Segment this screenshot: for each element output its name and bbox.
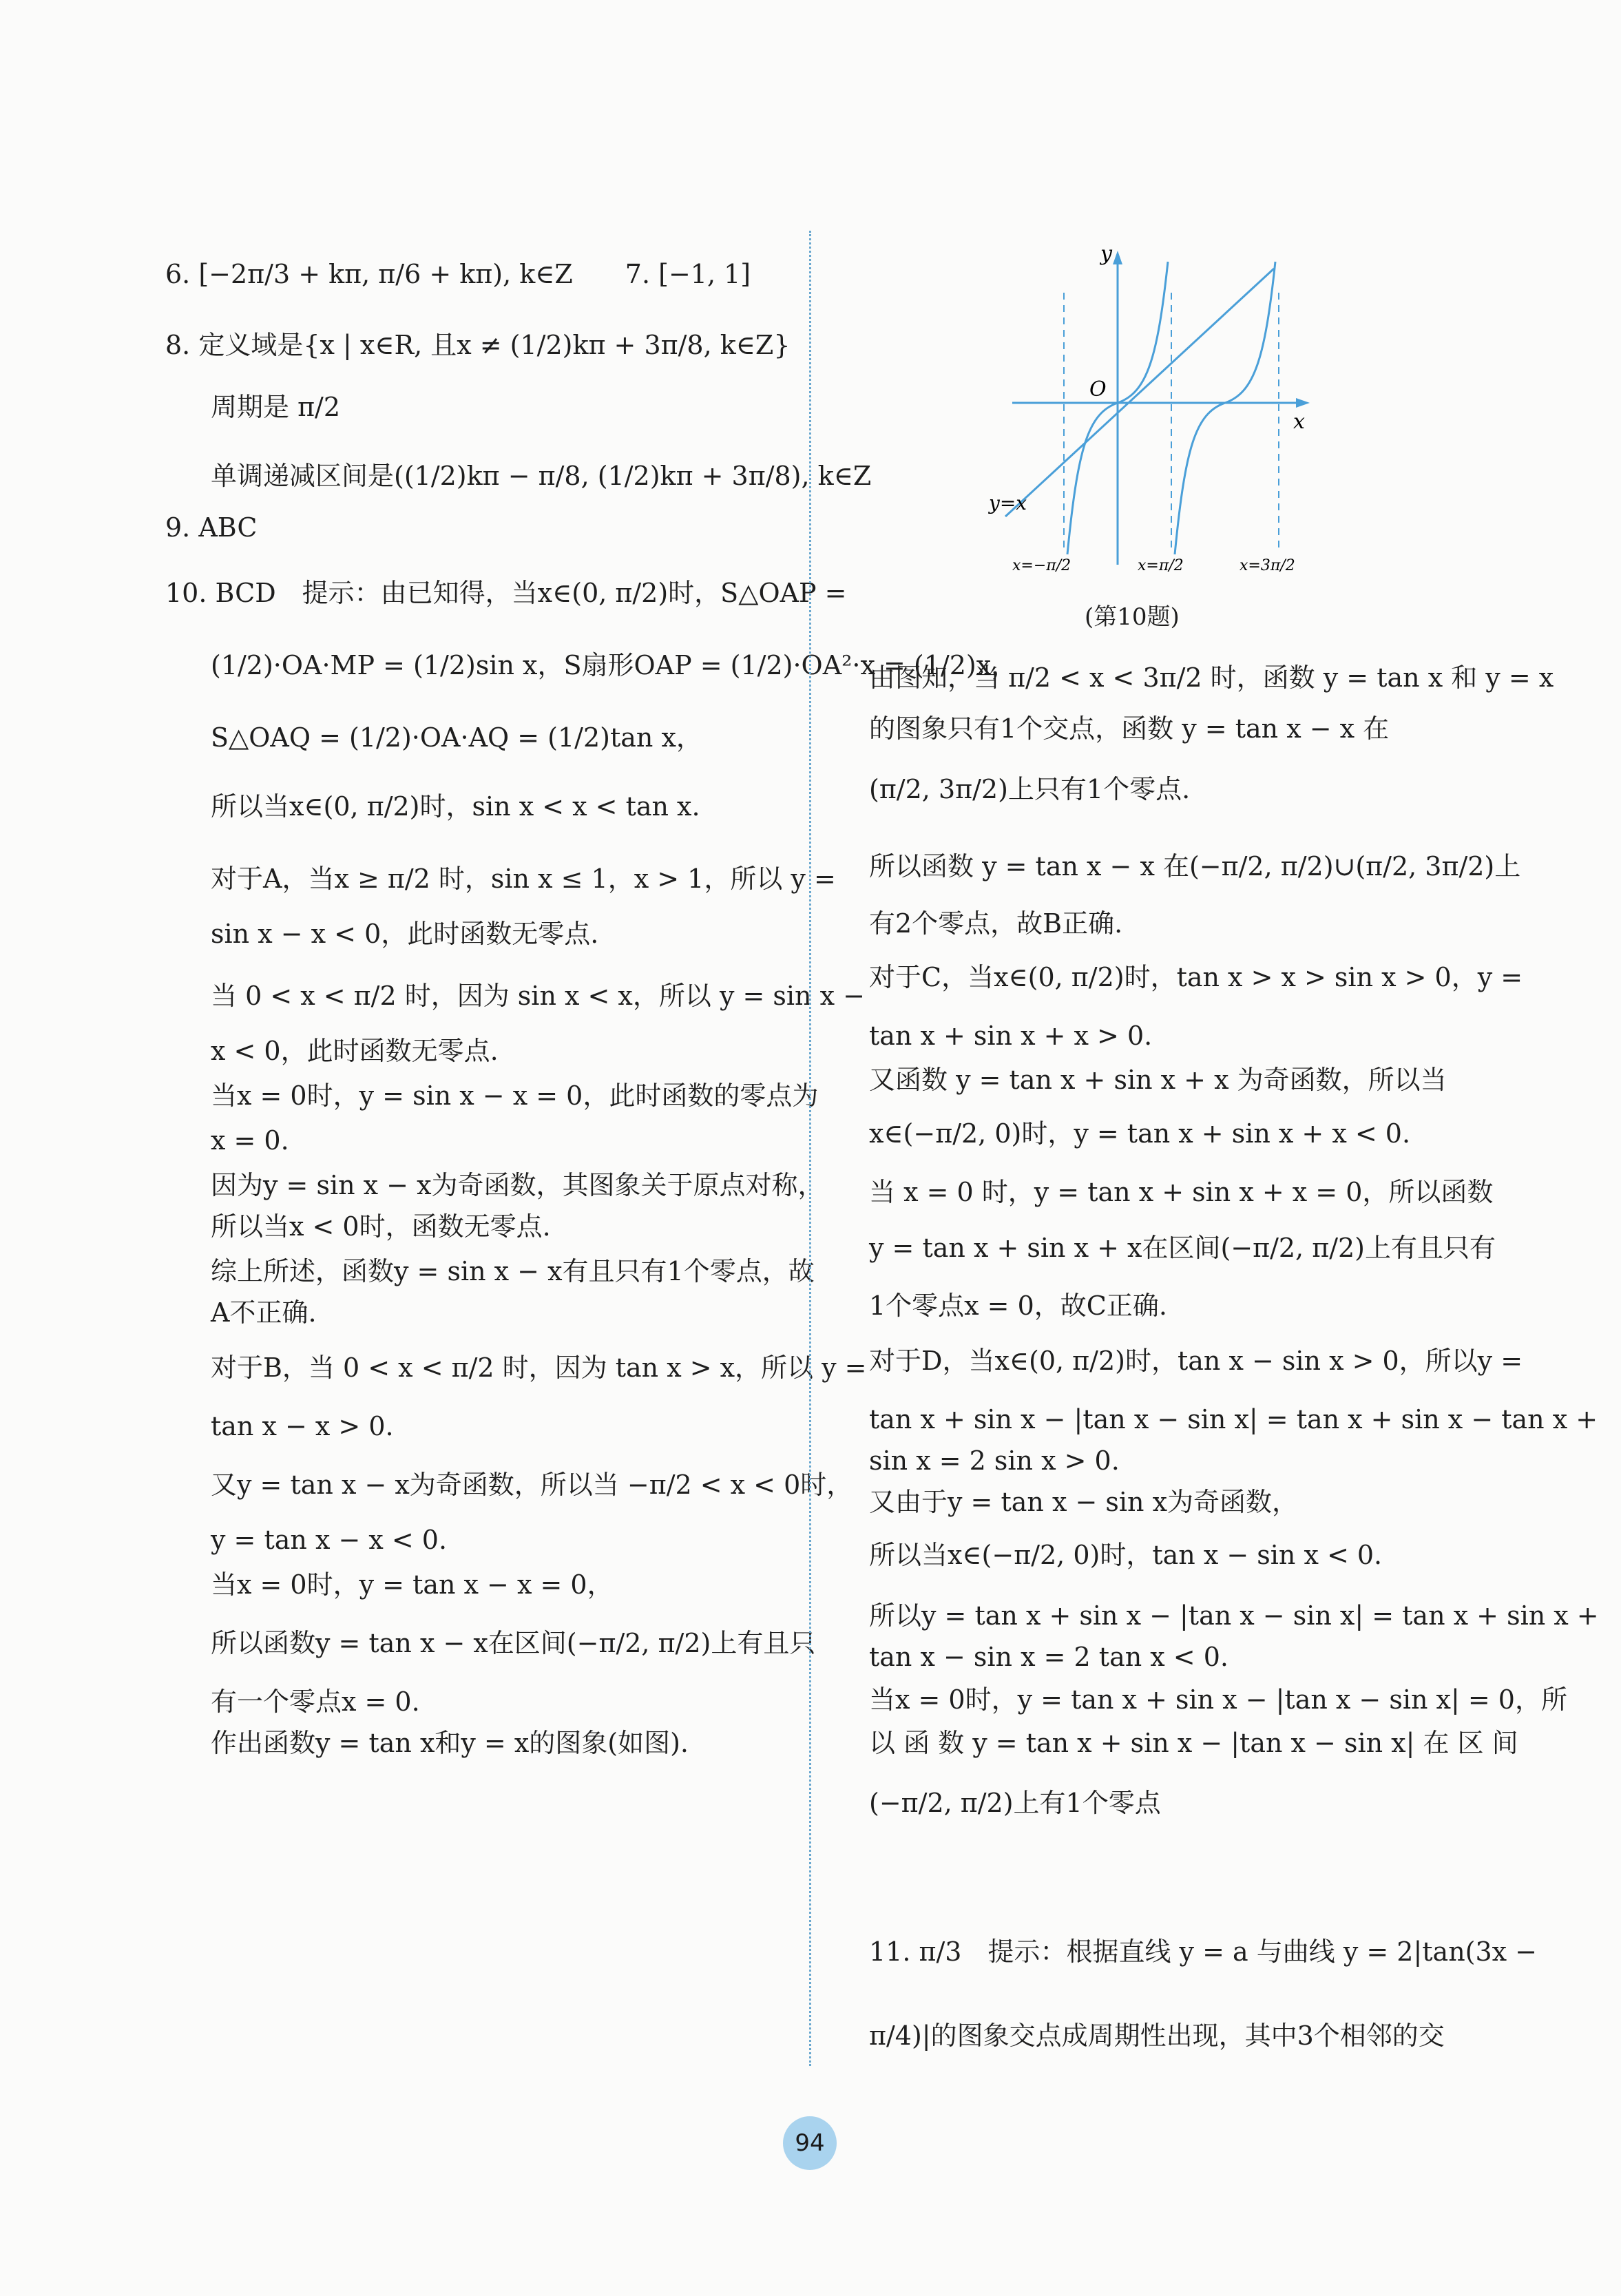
answer-10-cont: 所以当x∈(−π/2, 0)时，tan x − sin x < 0. bbox=[869, 1540, 1383, 1570]
tan-graph-figure bbox=[985, 241, 1315, 613]
answer-10-cont: 对于D，当x∈(0, π/2)时，tan x − sin x > 0，所以y = bbox=[869, 1346, 1523, 1376]
answer-9: 9. ABC bbox=[165, 512, 258, 543]
answer-10-cont: tan x − sin x = 2 tan x < 0. bbox=[869, 1642, 1228, 1672]
answer-10-cont: 当x = 0时，y = tan x + sin x − |tan x − sin x| = 0，所 bbox=[869, 1684, 1567, 1715]
answer-10-line: 所以当x < 0时，函数无零点. bbox=[211, 1211, 551, 1242]
asymptote-label: x=−π/2 bbox=[1012, 557, 1071, 574]
answer-10-line: 当x = 0时，y = tan x − x = 0， bbox=[211, 1569, 614, 1600]
answer-6-7: 6. [−2π/3 + kπ, π/6 + kπ), k∈Z 7. [−1, 1] bbox=[165, 259, 751, 289]
answer-10-line: 当x = 0时，y = sin x − x = 0，此时函数的零点为 bbox=[211, 1081, 819, 1111]
answer-10-cont: 又由于y = tan x − sin x为奇函数， bbox=[869, 1487, 1299, 1517]
answer-8-interval: 单调递减区间是((1/2)kπ − π/8, (1/2)kπ + 3π/8), k∈Z bbox=[211, 461, 872, 491]
answer-10-line: tan x − x > 0. bbox=[211, 1411, 394, 1441]
answer-10-line: 有一个零点x = 0. bbox=[211, 1687, 420, 1717]
answer-10-line: x < 0，此时函数无零点. bbox=[211, 1036, 499, 1066]
answer-10-cont: x∈(−π/2, 0)时，y = tan x + sin x + x < 0. bbox=[869, 1118, 1411, 1149]
answer-10-cont: 1个零点x = 0，故C正确. bbox=[869, 1291, 1167, 1321]
answer-10-line: 对于A，当x ≥ π/2 时，sin x ≤ 1，x > 1，所以 y = bbox=[211, 864, 836, 894]
origin-label: O bbox=[1089, 377, 1107, 401]
answer-10-cont: 以 函 数 y = tan x + sin x − |tan x − sin x| 在 区 间 bbox=[869, 1728, 1518, 1758]
column-divider bbox=[809, 231, 811, 2066]
answer-10-cont: 所以函数 y = tan x − x 在(−π/2, π/2)∪(π/2, 3π/2)上 bbox=[869, 851, 1521, 881]
x-axis-arrow-icon bbox=[1296, 398, 1310, 408]
tan-curve-branch-2 bbox=[1175, 262, 1275, 554]
y-axis-arrow-icon bbox=[1113, 251, 1122, 264]
answer-10-line: 对于B，当 0 < x < π/2 时，因为 tan x > x，所以 y = bbox=[211, 1353, 867, 1383]
answer-10-cont: 有2个零点，故B正确. bbox=[869, 908, 1123, 939]
y-axis-label: y bbox=[1100, 242, 1112, 266]
answer-10-cont: 对于C，当x∈(0, π/2)时，tan x > x > sin x > 0，y = bbox=[869, 962, 1523, 992]
answer-10-line: 当 0 < x < π/2 时，因为 sin x < x，所以 y = sin x − bbox=[211, 981, 865, 1011]
page-number: 94 bbox=[795, 2129, 825, 2157]
answer-11: 11. π/3 提示：根据直线 y = a 与曲线 y = 2|tan(3x − bbox=[869, 1937, 1538, 1967]
answer-10-line: 因为y = sin x − x为奇函数，其图象关于原点对称， bbox=[211, 1170, 824, 1200]
answer-10-line: 作出函数y = tan x和y = x的图象(如图). bbox=[211, 1728, 689, 1758]
answer-10-cont: 又函数 y = tan x + sin x + x 为奇函数，所以当 bbox=[869, 1065, 1447, 1095]
line-label: y=x bbox=[989, 492, 1027, 514]
answer-10-cont: (−π/2, π/2)上有1个零点 bbox=[869, 1788, 1161, 1818]
answer-10-line: (1/2)·OA·MP = (1/2)sin x，S扇形OAP = (1/2)·OA²·x = (1/2)x， bbox=[211, 650, 1018, 680]
answer-10-line: 所以当x∈(0, π/2)时，sin x < x < tan x. bbox=[211, 791, 700, 822]
answer-10-line: 所以函数y = tan x − x在区间(−π/2, π/2)上有且只 bbox=[211, 1628, 816, 1658]
answer-8-domain: 8. 定义域是{x | x∈R, 且x ≠ (1/2)kπ + 3π/8, k∈Z} bbox=[165, 330, 791, 360]
answer-10-line: x = 0. bbox=[211, 1125, 289, 1156]
figure-caption: (第10题) bbox=[1085, 603, 1180, 631]
answer-10-line: y = tan x − x < 0. bbox=[211, 1525, 448, 1555]
answer-10-line: sin x − x < 0，此时函数无零点. bbox=[211, 919, 599, 949]
answer-10-cont: 由图知，当 π/2 < x < 3π/2 时，函数 y = tan x 和 y = x bbox=[869, 662, 1554, 693]
answer-10-cont: y = tan x + sin x + x在区间(−π/2, π/2)上有且只有 bbox=[869, 1233, 1496, 1263]
answer-10-cont: 当 x = 0 时，y = tan x + sin x + x = 0，所以函数 bbox=[869, 1177, 1494, 1207]
answer-10-line: 综上所述，函数y = sin x − x有且只有1个零点，故 bbox=[211, 1256, 815, 1286]
answer-10-line: 又y = tan x − x为奇函数，所以当 −π/2 < x < 0时， bbox=[211, 1470, 853, 1500]
answer-10-cont: (π/2, 3π/2)上只有1个零点. bbox=[869, 774, 1191, 804]
asymptote-label: x=π/2 bbox=[1138, 557, 1184, 574]
answer-10-cont: tan x + sin x + x > 0. bbox=[869, 1021, 1153, 1051]
answer-8-period: 周期是 π/2 bbox=[211, 392, 341, 422]
line-y-equals-x bbox=[1005, 269, 1274, 516]
answer-10-start: 10. BCD 提示：由已知得，当x∈(0, π/2)时，S△OAP = bbox=[165, 578, 847, 608]
answer-10-cont: 所以y = tan x + sin x − |tan x − sin x| = tan x + sin x + bbox=[869, 1600, 1599, 1631]
asymptote-label: x=3π/2 bbox=[1240, 557, 1295, 574]
x-axis-label: x bbox=[1293, 410, 1305, 434]
answer-10-cont: sin x = 2 sin x > 0. bbox=[869, 1446, 1120, 1476]
answer-10-line: A不正确. bbox=[211, 1297, 317, 1328]
answer-10-line: S△OAQ = (1/2)·OA·AQ = (1/2)tan x， bbox=[211, 722, 702, 753]
answer-10-cont: tan x + sin x − |tan x − sin x| = tan x + sin x − tan x + bbox=[869, 1404, 1598, 1434]
answer-10-cont: 的图象只有1个交点，函数 y = tan x − x 在 bbox=[869, 713, 1390, 744]
answer-11-cont: π/4)|的图象交点成周期性出现，其中3个相邻的交 bbox=[869, 2021, 1445, 2051]
